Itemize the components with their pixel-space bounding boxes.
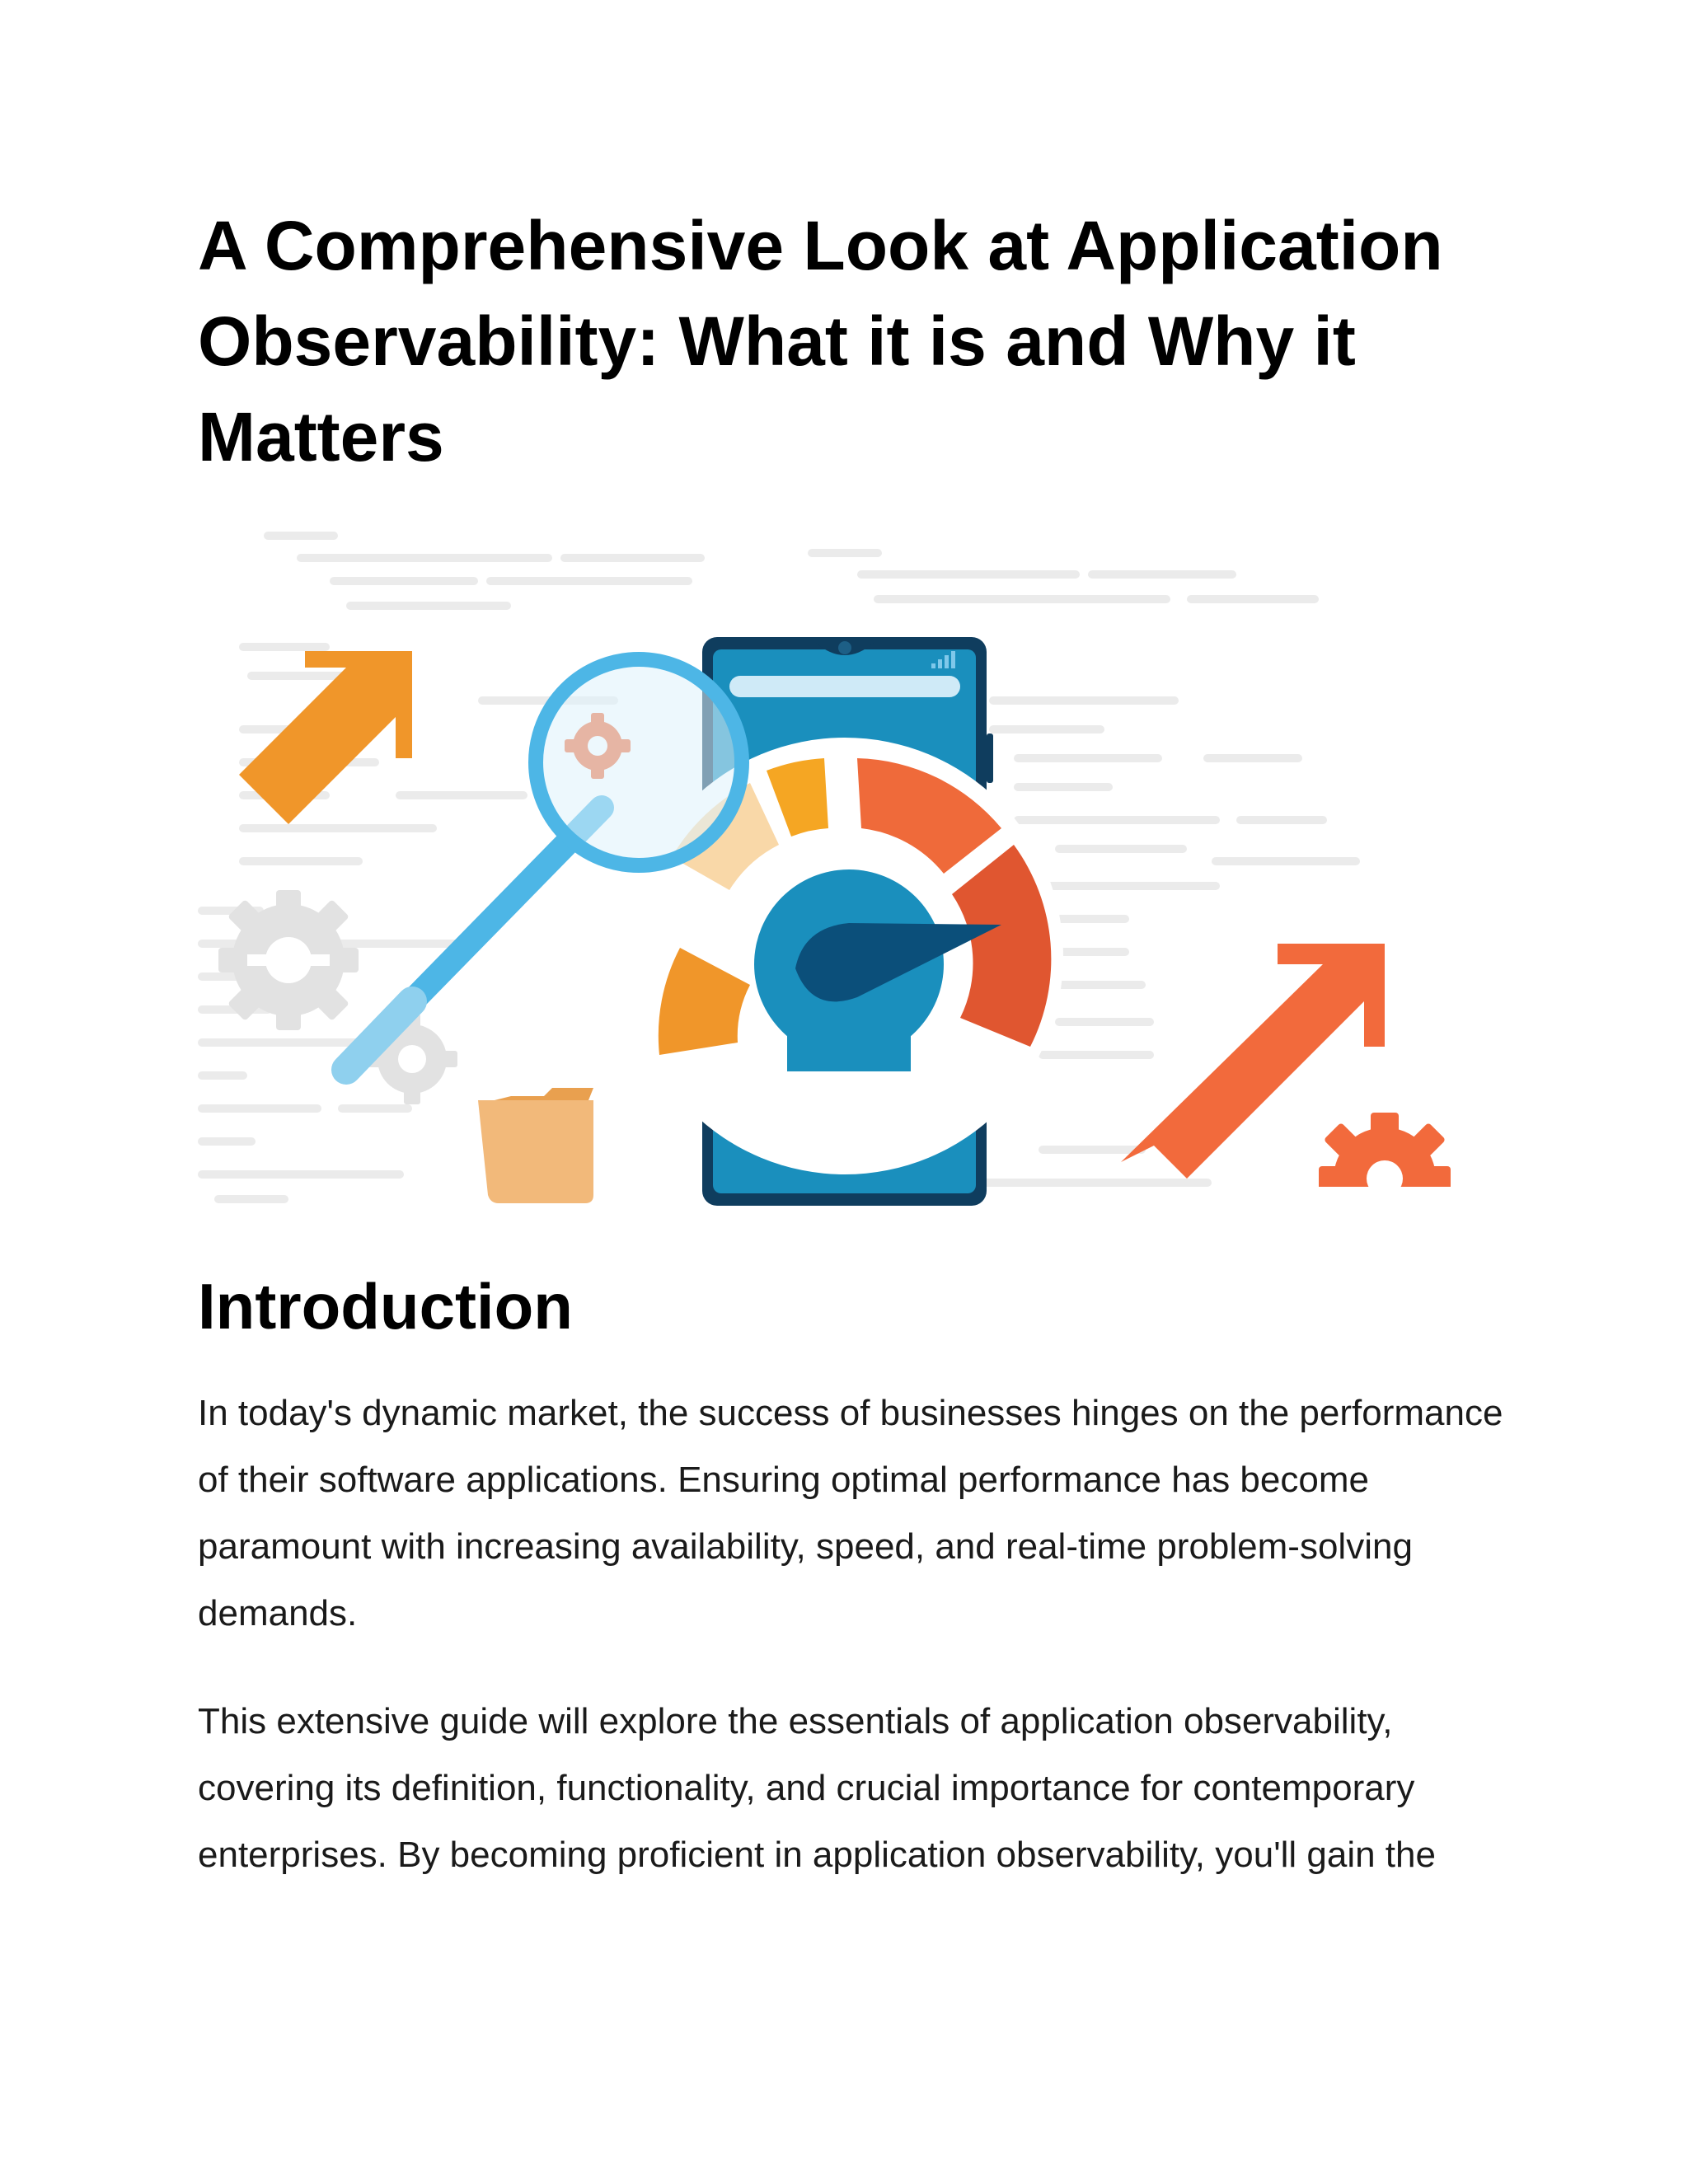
body-paragraph: This extensive guide will explore the essentials of application observability, covering its definition, functionality, and crucial importance for contemporary enterprises. By becoming proficient in application observability, you'll gain the <box>198 1701 1436 1875</box>
gear-icon <box>1319 1113 1459 1212</box>
hero-illustration <box>198 519 1484 1212</box>
folder-icon <box>478 1088 593 1203</box>
body-paragraph: In today's dynamic market, the success of businesses hinges on the performance of their software applications. Ensuring optimal performance has become paramount with increasing availability, speed, and real-time problem-solving demands. <box>198 1393 1503 1633</box>
section-heading: Introduction <box>198 1270 573 1343</box>
page-title: A Comprehensive Look at Application Observability: What it is and Why it Matters <box>198 207 1443 476</box>
gear-icon <box>218 890 359 1030</box>
